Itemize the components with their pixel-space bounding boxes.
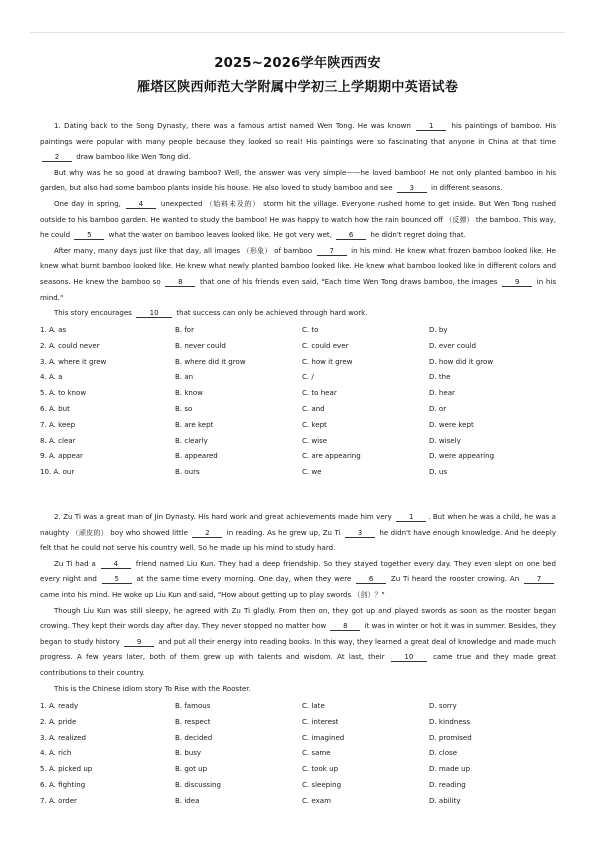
- option-b[interactable]: B. idea: [175, 795, 200, 805]
- option-c[interactable]: C. and: [302, 403, 325, 413]
- option-c[interactable]: C. to hear: [302, 388, 337, 398]
- paragraph-text: 1. Dating back to the Song Dynasty, there was a famous artist named Wen Tong. He was known: [54, 121, 415, 130]
- option-d[interactable]: D. us: [429, 467, 448, 477]
- option-d[interactable]: D. were kept: [429, 419, 474, 429]
- paragraph-text: in his mind.": [40, 276, 556, 302]
- paragraph-text: One day in spring,: [54, 198, 124, 208]
- paragraph-text: But why was he so good at drawing bamboo? Well, the answer was very simple——he loved bamboo! He not only planted bamboo in his garden, but also had some bamboo plants inside his house. He also loved to study bamboo and see: [40, 167, 556, 193]
- option-b[interactable]: B. an: [175, 372, 194, 382]
- option-c[interactable]: C. imagined: [302, 732, 345, 742]
- question-row: [40, 777, 556, 793]
- option-c[interactable]: C. interest: [302, 716, 339, 726]
- paragraph: [40, 603, 556, 681]
- question-row: [40, 745, 556, 761]
- option-d[interactable]: D. sorry: [429, 701, 457, 710]
- blank-6: 6: [356, 574, 386, 584]
- blank-6: 6: [336, 230, 366, 240]
- blank-3: 3: [345, 528, 375, 538]
- option-a[interactable]: 2. A. could never: [40, 340, 100, 350]
- blank-7: 7: [524, 574, 554, 584]
- title-line-2: 雁塔区陕西师范大学附属中学初三上学期期中英语试卷: [136, 80, 459, 95]
- passage-2: [40, 509, 556, 696]
- option-d[interactable]: D. kindness: [429, 716, 471, 726]
- option-b[interactable]: B. appeared: [175, 451, 218, 461]
- question-row: [40, 322, 556, 338]
- blank-1: 1: [396, 512, 426, 522]
- blank-7: 7: [317, 246, 347, 256]
- option-a[interactable]: 4. A. rich: [40, 748, 72, 758]
- option-d[interactable]: D. were appearing: [429, 451, 495, 461]
- option-d[interactable]: D. or: [429, 403, 447, 413]
- option-c[interactable]: C. /: [302, 372, 314, 382]
- option-c[interactable]: C. exam: [302, 795, 331, 805]
- option-d[interactable]: D. how did it grow: [429, 356, 494, 366]
- blank-8: 8: [165, 277, 195, 287]
- options-block-2: [40, 698, 556, 809]
- paragraph: [40, 681, 556, 697]
- option-b[interactable]: B. decided: [175, 732, 213, 742]
- paragraph: [40, 243, 556, 305]
- blank-3: 3: [397, 183, 427, 193]
- question-row: [40, 464, 556, 480]
- option-b[interactable]: B. know: [175, 388, 203, 398]
- question-row: [40, 761, 556, 777]
- paragraph-text: he didn't have enough knowledge. And he deeply felt that he could not serve his country well. So he made up his mind to study hard.: [40, 527, 556, 553]
- option-c[interactable]: C. wise: [302, 435, 328, 445]
- option-b[interactable]: B. for: [175, 325, 195, 334]
- question-row: [40, 433, 556, 449]
- paragraph-text: came true and they made great contributions to their country.: [40, 652, 556, 677]
- blank-8: 8: [330, 621, 360, 631]
- option-b[interactable]: B. clearly: [175, 435, 208, 445]
- option-a[interactable]: 1. A. as: [40, 325, 67, 334]
- option-a[interactable]: 8. A. clear: [40, 435, 76, 445]
- title-line-1: 2025~2026学年陕西西安: [214, 56, 381, 71]
- paragraph: [40, 165, 556, 196]
- paragraph-text: This story encourages: [54, 308, 135, 318]
- option-c[interactable]: C. to: [302, 325, 319, 334]
- question-row: [40, 730, 556, 746]
- option-c[interactable]: C. same: [302, 748, 331, 758]
- paragraph-text: This is the Chinese idiom story To Rise with the Rooster.: [54, 683, 251, 693]
- paragraph-text: in reading. As he grew up, Zu Ti: [224, 527, 343, 537]
- blank-10: 10: [391, 652, 427, 662]
- option-d[interactable]: D. ability: [429, 795, 461, 805]
- option-b[interactable]: B. respect: [175, 716, 211, 726]
- blank-2: 2: [192, 528, 222, 538]
- question-row: [40, 698, 556, 714]
- option-b[interactable]: B. famous: [175, 701, 211, 710]
- option-d[interactable]: D. promised: [429, 732, 472, 742]
- paragraph-text: in his mind. He knew what frozen bamboo looked like. He knew what burnt bamboo looked like. He knew what newly planted bamboo looked like. He knew what bamboo looked like in different colors and seasons. He knew the bamboo so: [40, 245, 556, 286]
- paragraph: [40, 305, 556, 321]
- paragraph: [40, 196, 556, 243]
- option-d[interactable]: D. wisely: [429, 435, 461, 445]
- question-row: [40, 714, 556, 730]
- option-d[interactable]: D. close: [429, 748, 458, 758]
- option-c[interactable]: C. are appearing: [302, 451, 361, 461]
- option-b[interactable]: B. never could: [175, 340, 226, 350]
- paragraph: [40, 556, 556, 603]
- option-a[interactable]: 9. A. appear: [40, 451, 83, 461]
- blank-1: 1: [416, 121, 446, 131]
- paragraph-text: came into his mind. He woke up Liu Kun and said, "How about getting up to play swords （剑）？": [40, 589, 385, 599]
- option-b[interactable]: B. are kept: [175, 419, 214, 429]
- question-row: [40, 354, 556, 370]
- paragraph-text: at the same time every morning. One day, when they were: [133, 574, 355, 584]
- option-c[interactable]: C. took up: [302, 764, 339, 774]
- header-divider: [30, 32, 565, 33]
- blank-2: 2: [42, 152, 72, 162]
- paragraph-text: friend named Liu Kun. They had a deep friendship. So they stayed together every day. They even slept on one bed every night and: [40, 558, 556, 584]
- paragraph-text: what the water on bamboo leaves looked like. He got very wet,: [106, 230, 335, 240]
- paragraph-text: in different seasons.: [428, 183, 503, 193]
- question-row: [40, 369, 556, 385]
- question-row: [40, 793, 556, 809]
- blank-9: 9: [124, 637, 154, 647]
- paragraph-text: 2. Zu Ti was a great man of Jin Dynasty. His hard work and great achievements made him very: [54, 512, 395, 521]
- option-c[interactable]: C. sleeping: [302, 779, 342, 789]
- option-c[interactable]: C. we: [302, 467, 322, 477]
- paragraph-text: that one of his friends even said, "Each time Wen Tong draws bamboo, the images: [197, 276, 501, 286]
- option-b[interactable]: B. discussing: [175, 779, 221, 789]
- option-d[interactable]: D. the: [429, 372, 451, 382]
- option-c[interactable]: C. kept: [302, 419, 327, 429]
- paragraph-text: draw bamboo like Wen Tong did.: [74, 152, 191, 162]
- blank-4: 4: [126, 199, 156, 209]
- passage-1: [40, 118, 556, 321]
- option-a[interactable]: 3. A. where it grew: [40, 356, 107, 366]
- option-b[interactable]: B. ours: [175, 467, 200, 477]
- option-a[interactable]: 7. A. order: [40, 795, 77, 805]
- paragraph-text: Zu Ti heard the rooster crowing. An: [388, 574, 523, 584]
- option-d[interactable]: D. hear: [429, 388, 455, 398]
- paragraph-text: Though Liu Kun was still sleepy, he agreed with Zu Ti gladly. From then on, they got up and played swords as soon as the rooster began crowing. They kept their words day after day. They never stopped no matter how: [40, 605, 556, 631]
- paragraph: [40, 118, 556, 165]
- paragraph: [40, 509, 556, 556]
- question-row: [40, 385, 556, 401]
- paragraph-text: After many, many days just like that day, all images （形象） of bamboo: [54, 245, 315, 255]
- paragraph-text: unexpected （始料未及的） storm hit the village. Everyone rushed home to get inside. But Wen Tong rushed outside to his bamboo garden. He wanted to study the bamboo! He was happy to watch how the rain bounced off （反弹） the bamboo. This way, he could: [40, 198, 556, 240]
- option-a[interactable]: 4. A. a: [40, 372, 63, 382]
- question-row: [40, 401, 556, 417]
- option-d[interactable]: D. ever could: [429, 340, 476, 350]
- option-a[interactable]: 7. A. keep: [40, 419, 76, 429]
- option-a[interactable]: 5. A. to know: [40, 388, 87, 398]
- paragraph-text: Zu Ti had a: [54, 558, 99, 568]
- paragraph-text: and put all their energy into reading books. In this way, they learned a great deal of knowledge and made much progress. A few years later, both of them grew up with talents and wisdom. At last, their: [40, 636, 556, 662]
- option-a[interactable]: 2. A. pride: [40, 716, 77, 726]
- option-a[interactable]: 5. A. picked up: [40, 764, 93, 774]
- blank-9: 9: [502, 277, 532, 287]
- option-a[interactable]: 6. A. fighting: [40, 779, 86, 789]
- blank-5: 5: [74, 230, 104, 240]
- paragraph-text: he didn't regret doing that.: [368, 230, 466, 240]
- question-row: [40, 417, 556, 433]
- option-b[interactable]: B. so: [175, 403, 193, 413]
- option-a[interactable]: 10. A. our: [40, 467, 75, 477]
- option-d[interactable]: D. made up: [429, 764, 471, 774]
- option-d[interactable]: D. by: [429, 325, 448, 334]
- option-a[interactable]: 1. A. ready: [40, 701, 79, 710]
- option-c[interactable]: C. could ever: [302, 340, 349, 350]
- blank-10: 10: [136, 308, 172, 318]
- paragraph-text: . But when he was a child, he was a naughty （顽皮的） boy who showed little: [40, 512, 556, 537]
- paragraph-text: it was in winter or hot it was in summer. Besides, they began to study history: [40, 621, 556, 646]
- option-b[interactable]: B. where did it grow: [175, 356, 246, 366]
- option-c[interactable]: C. how it grew: [302, 356, 353, 366]
- blank-4: 4: [101, 559, 131, 569]
- option-d[interactable]: D. reading: [429, 779, 466, 789]
- paragraph-text: that success can only be achieved through hard work.: [174, 308, 368, 318]
- question-row: [40, 338, 556, 354]
- options-block-1: [40, 322, 556, 480]
- question-row: [40, 448, 556, 464]
- option-b[interactable]: B. busy: [175, 748, 202, 758]
- option-c[interactable]: C. late: [302, 701, 325, 710]
- option-a[interactable]: 6. A. but: [40, 403, 70, 413]
- blank-5: 5: [102, 574, 132, 584]
- option-b[interactable]: B. got up: [175, 764, 208, 774]
- paragraph-text: his paintings of bamboo. His paintings were popular with many people because they looked so real! His paintings were so fascinating that anyone in China at that time: [40, 121, 557, 146]
- option-a[interactable]: 3. A. realized: [40, 732, 86, 742]
